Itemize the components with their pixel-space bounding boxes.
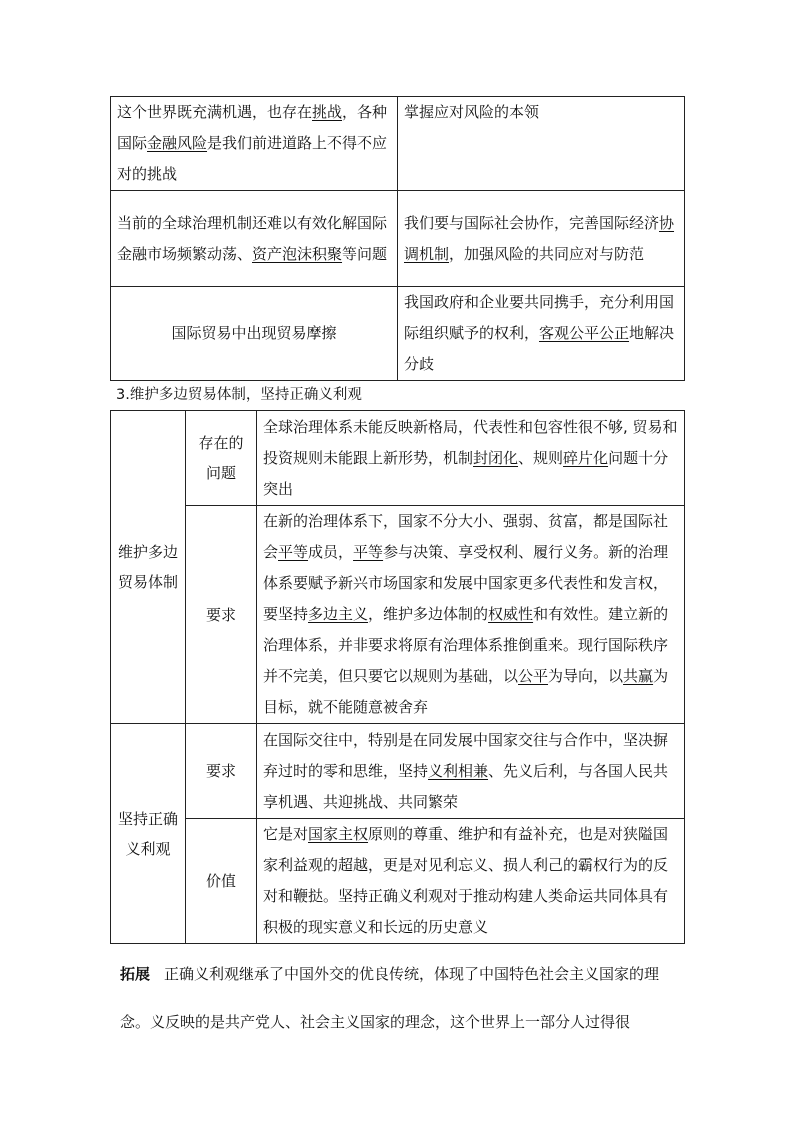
- sub-requirements-2: 要求: [186, 724, 257, 819]
- underlined-keyword: 客观公平公正: [539, 324, 630, 342]
- t1-r2-left: 当前的全球治理机制还难以有效化解国际金融市场频繁动荡、资产泡沫积聚等问题: [111, 191, 398, 287]
- underlined-keyword: 共赢: [623, 667, 654, 685]
- extension-paragraph: [120, 950, 686, 1046]
- sub-requirements-1: 要求: [186, 506, 257, 724]
- underlined-keyword: 挑战: [312, 103, 343, 121]
- underlined-keyword: 多边主义: [308, 605, 369, 623]
- value-text: 它是对国家主权原则的尊重、维护和有益补充，也是对狭隘国家利益观的超越，更是对见利忘义、损人利己的霸权行为的反对和鞭挞。坚持正确义利观对于推动构建人类命运共同体具有积极的现实意义和长远的历史意义: [257, 819, 685, 944]
- underlined-keyword: 平等: [353, 543, 384, 561]
- sub-value: 价值: [186, 819, 257, 944]
- t1-r2-right: 我们要与国际社会协作，完善国际经济协调机制，加强风险的共同应对与防范: [398, 191, 685, 287]
- underlined-keyword: 协调机制: [404, 213, 675, 263]
- underlined-keyword: 权威性: [488, 605, 534, 623]
- extension-label: 拓展: [120, 965, 151, 983]
- t1-r3-left: 国际贸易中出现贸易摩擦: [111, 287, 398, 381]
- problems-text: 全球治理体系未能反映新格局，代表性和包容性很不够, 贸易和投资规则未能跟上新形势，机制封闭化、规则碎片化问题十分突出: [257, 411, 685, 506]
- requirements-text-1: 在新的治理体系下，国家不分大小、强弱、贫富，都是国际社会平等成员，平等参与决策、享受权利、履行义务。新的治理体系要赋予新兴市场国家和发展中国家更多代表性和发言权，要坚持多边主义，维护多边体制的权威性和有效性。建立新的治理体系，并非要求将原有治理体系推倒重来。现行国际秩序并不完美，但只要它以规则为基础，以公平为导向，以共赢为目标，就不能随意被舍弃: [257, 506, 685, 724]
- underlined-keyword: 碎片化: [563, 448, 609, 467]
- group-righteousness: 坚持正确义利观: [111, 724, 186, 944]
- underlined-keyword: 义利相兼: [428, 761, 489, 780]
- section-3-title: 3.维护多边贸易体制，坚持正确义利观: [116, 387, 362, 403]
- trade-system-table: [110, 410, 685, 944]
- extension-text: 正确义利观继承了中国外交的优良传统，体现了中国特色社会主义国家的理念。义反映的是共产党人、社会主义国家的理念，这个世界上一部分人过得很: [120, 965, 660, 1031]
- underlined-keyword: 金融风险: [147, 134, 208, 152]
- underlined-keyword: 资产泡沫积聚: [252, 244, 343, 263]
- underlined-keyword: 封闭化: [473, 448, 519, 467]
- t1-r1-left: 这个世界既充满机遇，也存在挑战，各种国际金融风险是我们前进道路上不得不应对的挑战: [111, 97, 398, 191]
- risk-response-table: [110, 96, 685, 381]
- underlined-keyword: 平等: [278, 543, 309, 561]
- group-multilateral: 维护多边贸易体制: [111, 411, 186, 724]
- sub-problems: 存在的问题: [186, 411, 257, 506]
- underlined-keyword: 国家主权: [308, 825, 369, 843]
- t1-r3-right: 我国政府和企业要共同携手，充分利用国际组织赋予的权利，客观公平公正地解决分歧: [398, 287, 685, 381]
- underlined-keyword: 公平: [518, 667, 549, 685]
- requirements-text-2: 在国际交往中，特别是在同发展中国家交往与合作中，坚决摒弃过时的零和思维，坚持义利相兼、先义后利，与各国人民共享机遇、共迎挑战、共同繁荣: [257, 724, 685, 819]
- t1-r1-right: 掌握应对风险的本领: [398, 97, 685, 191]
